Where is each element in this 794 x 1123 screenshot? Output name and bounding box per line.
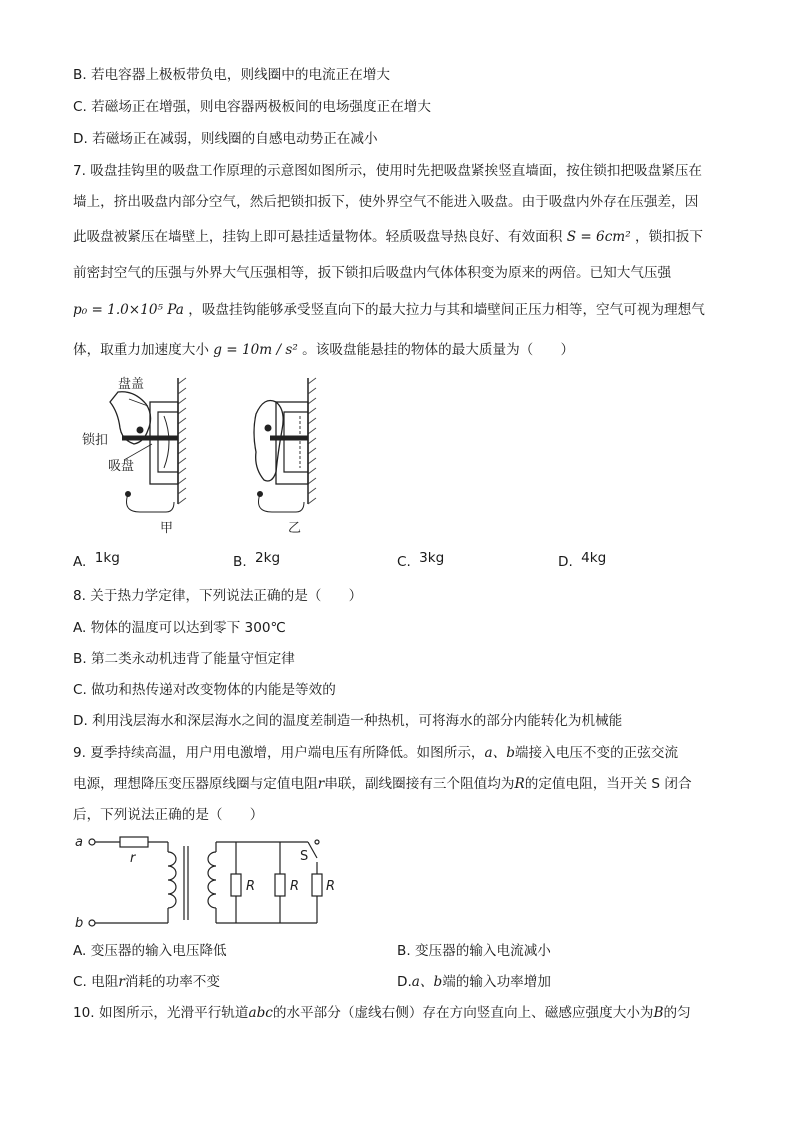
q7-option-a-value: 1kg <box>94 550 120 566</box>
q8-option-b: B. 第二类永动机违背了能量守恒定律 <box>73 651 295 667</box>
q9-option-d-tail: 端的输入功率增加 <box>442 974 551 990</box>
q7-option-a <box>73 550 120 571</box>
q7-pressure-formula: p₀ = 1.0×10⁵ Pa <box>73 302 184 318</box>
q9-resistor-r: r <box>317 776 325 792</box>
q10-track-abc: abc <box>248 1005 273 1021</box>
q7-option-d-letter: D. <box>558 554 573 570</box>
circuit-resistor-r: r <box>130 851 136 866</box>
q7-line-6-tail: 。该吸盘能悬挂的物体的最大质量为（ ） <box>302 342 575 358</box>
q7-line-3 <box>73 228 703 246</box>
suction-cup-figure <box>80 372 340 542</box>
q7-option-a-letter: A. <box>73 554 87 570</box>
label-yi: 乙 <box>288 521 302 536</box>
q7-option-d <box>558 550 607 571</box>
q10-line-1-text: 10. 如图所示，光滑平行轨道 <box>73 1005 249 1021</box>
q9-line-1-tail: 端接入电压不变的正弦交流 <box>514 745 679 761</box>
q7-area-formula: S = 6cm² <box>566 229 631 245</box>
circuit-terminal-b: b <box>75 916 84 931</box>
q9-option-c-text: C. 电阻 <box>73 974 119 990</box>
q9-terminals-ab: a、b <box>484 745 515 761</box>
q9-line-2-text: 电源，理想降压变压器原线圈与定值电阻 <box>73 776 318 792</box>
q7-option-c-value: 3kg <box>419 550 445 566</box>
q7-line-5-text: ，吸盘挂钩能够承受竖直向下的最大拉力与其和墙壁间正压力相等，空气可视为理想气 <box>188 302 705 318</box>
q10-line-1 <box>73 1004 691 1022</box>
q9-option-c-tail: 消耗的功率不变 <box>124 974 220 990</box>
circuit-terminal-a: a <box>75 835 83 850</box>
q7-line-1: 7. 吸盘挂钩里的吸盘工作原理的示意图如图所示，使用时先把吸盘紧挨竖直墙面，按住锁扣把吸盘紧压在 <box>73 163 703 179</box>
q6-option-b: B. 若电容器上极板带负电，则线圈中的电流正在增大 <box>73 67 391 83</box>
q10-line-1-mid: 的水平部分（虚线右侧）存在方向竖直向上、磁感应强度大小为 <box>272 1005 654 1021</box>
label-cover: 盘盖 <box>118 377 145 392</box>
q9-option-c <box>73 973 220 991</box>
q9-option-d-letter: D. <box>397 974 412 990</box>
q9-line-3: 后，下列说法正确的是（ ） <box>73 807 264 823</box>
q9-option-d-ab: a、b <box>411 974 443 990</box>
q7-option-b <box>233 550 281 571</box>
label-lock: 锁扣 <box>82 433 109 448</box>
q7-line-2: 墙上，挤出吸盘内部分空气，然后把锁扣扳下，使外界空气不能进入吸盘。由于吸盘内外存在压强差，因 <box>73 194 699 210</box>
circuit-resistor-1: R <box>246 879 256 894</box>
q9-line-2 <box>73 775 692 793</box>
q7-option-c <box>397 550 445 571</box>
q9-option-a: A. 变压器的输入电压降低 <box>73 943 227 959</box>
q8-option-d: D. 利用浅层海水和深层海水之间的温度差制造一种热机，可将海水的部分内能转化为机械能 <box>73 713 623 729</box>
q7-option-d-value: 4kg <box>581 550 607 566</box>
figure-jia <box>82 377 186 536</box>
q9-resistor-R: R <box>514 776 525 792</box>
q9-line-1 <box>73 744 678 762</box>
q9-line-2-mid: 串联，副线圈接有三个阻值均为 <box>324 776 515 792</box>
q9-option-d <box>397 973 551 991</box>
q7-line-4: 前密封空气的压强与外界大气压强相等，扳下锁扣后吸盘内气体体积变为原来的两倍。已知大气压强 <box>73 265 672 281</box>
q7-option-b-letter: B. <box>233 554 247 570</box>
circuit-resistor-2: R <box>290 879 300 894</box>
q8-option-c: C. 做功和热传递对改变物体的内能是等效的 <box>73 682 336 698</box>
figure-yi <box>254 378 316 536</box>
q7-line-3-tail: ，锁扣扳下 <box>634 229 703 245</box>
label-cup: 吸盘 <box>108 459 135 474</box>
q6-option-c: C. 若磁场正在增强，则电容器两极板间的电场强度正在增大 <box>73 99 431 115</box>
circuit-resistor-3: R <box>326 879 336 894</box>
q7-line-6 <box>73 341 574 359</box>
q10-line-1-tail: 的匀 <box>663 1005 691 1021</box>
q7-line-3-text: 此吸盘被紧压在墙壁上，挂钩上即可悬挂适量物体。轻质吸盘导热良好、有效面积 <box>73 229 563 245</box>
circuit-switch-S: S <box>300 849 309 864</box>
q7-option-c-letter: C. <box>397 554 411 570</box>
q9-line-2-tail: 的定值电阻，当开关 S 闭合 <box>524 776 692 792</box>
q7-line-6-text: 体，取重力加速度大小 <box>73 342 209 358</box>
q9-option-b: B. 变压器的输入电流减小 <box>397 943 551 959</box>
q10-field-B: B <box>653 1005 664 1021</box>
transformer-circuit <box>70 830 350 930</box>
q9-line-1-text: 9. 夏季持续高温，用户用电激增，用户端电压有所降低。如图所示， <box>73 745 485 761</box>
q8-stem: 8. 关于热力学定律，下列说法正确的是（ ） <box>73 588 363 604</box>
label-jia: 甲 <box>160 521 174 536</box>
q7-option-b-value: 2kg <box>254 550 281 566</box>
q7-line-5 <box>73 301 705 319</box>
q6-option-d: D. 若磁场正在减弱，则线圈的自感电动势正在减小 <box>73 131 378 147</box>
q7-gravity-formula: g = 10m / s² <box>213 342 298 358</box>
q8-option-a: A. 物体的温度可以达到零下 300℃ <box>73 620 286 636</box>
q9-option-c-r: r <box>118 974 125 990</box>
